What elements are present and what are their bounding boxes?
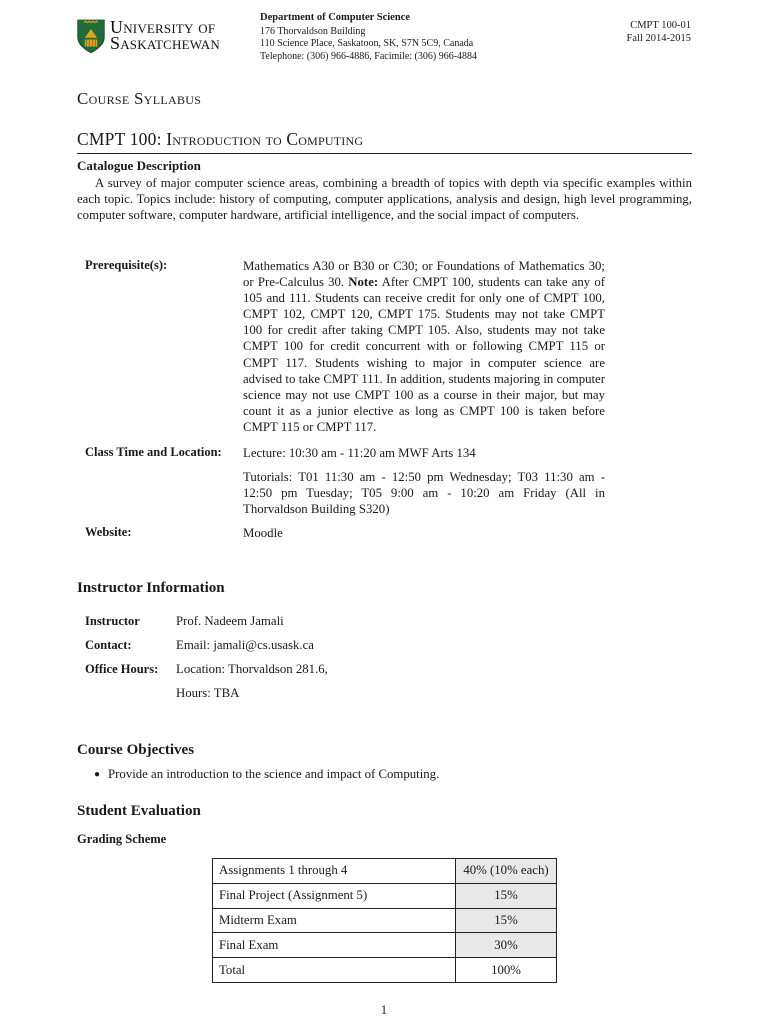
class-time-label: Class Time and Location: [85, 445, 222, 459]
contact-email: Email: jamali@cs.usask.ca [176, 638, 314, 652]
course-title: CMPT 100: Introduction to Computing [77, 129, 364, 149]
course-code: CMPT 100-01 [630, 20, 691, 31]
objective-item [94, 767, 439, 782]
grade-weight: 100% [456, 958, 557, 983]
website-label: Website: [85, 525, 132, 539]
table-row [213, 933, 557, 958]
grade-item: Midterm Exam [213, 908, 456, 933]
evaluation-heading: Student Evaluation [77, 803, 201, 819]
office-hours: Hours: TBA [176, 686, 240, 700]
office-hours-label: Office Hours: [85, 662, 159, 676]
objective-text: Provide an introduction to the science and impact of Computing. [108, 767, 440, 781]
grade-item: Final Project (Assignment 5) [213, 883, 456, 908]
lecture-time: Lecture: 10:30 am - 11:20 am MWF Arts 134 [243, 446, 476, 460]
grade-weight: 15% [456, 883, 557, 908]
prerequisite-text [243, 258, 605, 435]
university-name-line2: Saskatchewan [110, 33, 220, 53]
phone-line: Telephone: (306) 966-4886, Facimile: (306) 966-4884 [260, 50, 478, 62]
grade-item: Total [213, 958, 456, 983]
grade-weight: 15% [456, 908, 557, 933]
department-address-block [260, 12, 477, 63]
prerequisite-text-rest: After CMPT 100, students can take any of 105 and 111. Students can receive credit for only one of CMPT 100, CMPT 102, CMPT 120, CMPT 175. Students may not take CMPT 100 for credit after taking CMPT 105. Also, students may not take CMPT 100 for credit concurrent with or following CMPT 115 or CMPT 117. Students wishing to major in computer science are advised to take CMPT 111. In addition, students majoring in computer science may not use CMPT 100 as a course in their major, but may count it as a junior elective as long as CMPT 100 is taken before CMPT 115 or CMPT 117. [243, 275, 606, 434]
contact-label: Contact: [85, 638, 132, 652]
catalogue-description: A survey of major computer science areas, combining a breadth of topics with depth via specific examples within each topic. Topics include: history of computing, computer applications, analysis and design, high level programming, computer software, computer hardware, artificial intelligence, and the social impact of computers. [77, 176, 692, 222]
table-row-total [213, 958, 557, 983]
grading-table [212, 858, 557, 983]
term: Fall 2014-2015 [626, 33, 691, 44]
grade-weight: 40% (10% each) [456, 859, 557, 884]
grade-weight: 30% [456, 933, 557, 958]
prerequisite-label: Prerequisite(s): [85, 258, 168, 272]
grading-scheme-heading: Grading Scheme [77, 832, 167, 846]
instructor-name: Prof. Nadeem Jamali [176, 614, 284, 628]
prerequisite-note-label: Note: [348, 275, 379, 290]
objectives-heading: Course Objectives [77, 742, 195, 758]
department-name: Department of Computer Science [260, 12, 410, 23]
university-name [110, 19, 220, 51]
grade-item: Assignments 1 through 4 [213, 859, 456, 884]
university-crest-icon [76, 16, 106, 56]
address-line-1: 176 Thorvaldson Building [260, 25, 366, 37]
course-code-block [627, 19, 691, 45]
instructor-label: Instructor [85, 614, 140, 628]
instructor-heading: Instructor Information [77, 580, 225, 596]
syllabus-heading: Course Syllabus [77, 89, 202, 108]
office-location: Location: Thorvaldson 281.6, [176, 662, 328, 676]
page-number: 1 [380, 1003, 388, 1017]
website-value: Moodle [243, 526, 283, 540]
address-line-2: 110 Science Place, Saskatoon, SK, S7N 5C9, Canada [260, 38, 474, 49]
title-divider [77, 153, 692, 154]
table-row [213, 908, 557, 933]
table-row [213, 859, 557, 884]
table-row [213, 883, 557, 908]
catalogue-heading: Catalogue Description [77, 158, 201, 173]
university-name-line1: University of [110, 17, 216, 37]
tutorial-times: Tutorials: T01 11:30 am - 12:50 pm Wednesday; T03 11:30 am - 12:50 pm Tuesday; T05 9:00 am - 10:20 am Friday (All in Thorvaldson Building S320) [243, 470, 605, 517]
grade-item: Final Exam [213, 933, 456, 958]
prerequisite-text-start: Mathematics A30 or B30 or C30; or Foundations of Mathematics 30; or Pre-Calculus 30. [243, 259, 605, 290]
bullet-icon: ● [94, 769, 101, 780]
